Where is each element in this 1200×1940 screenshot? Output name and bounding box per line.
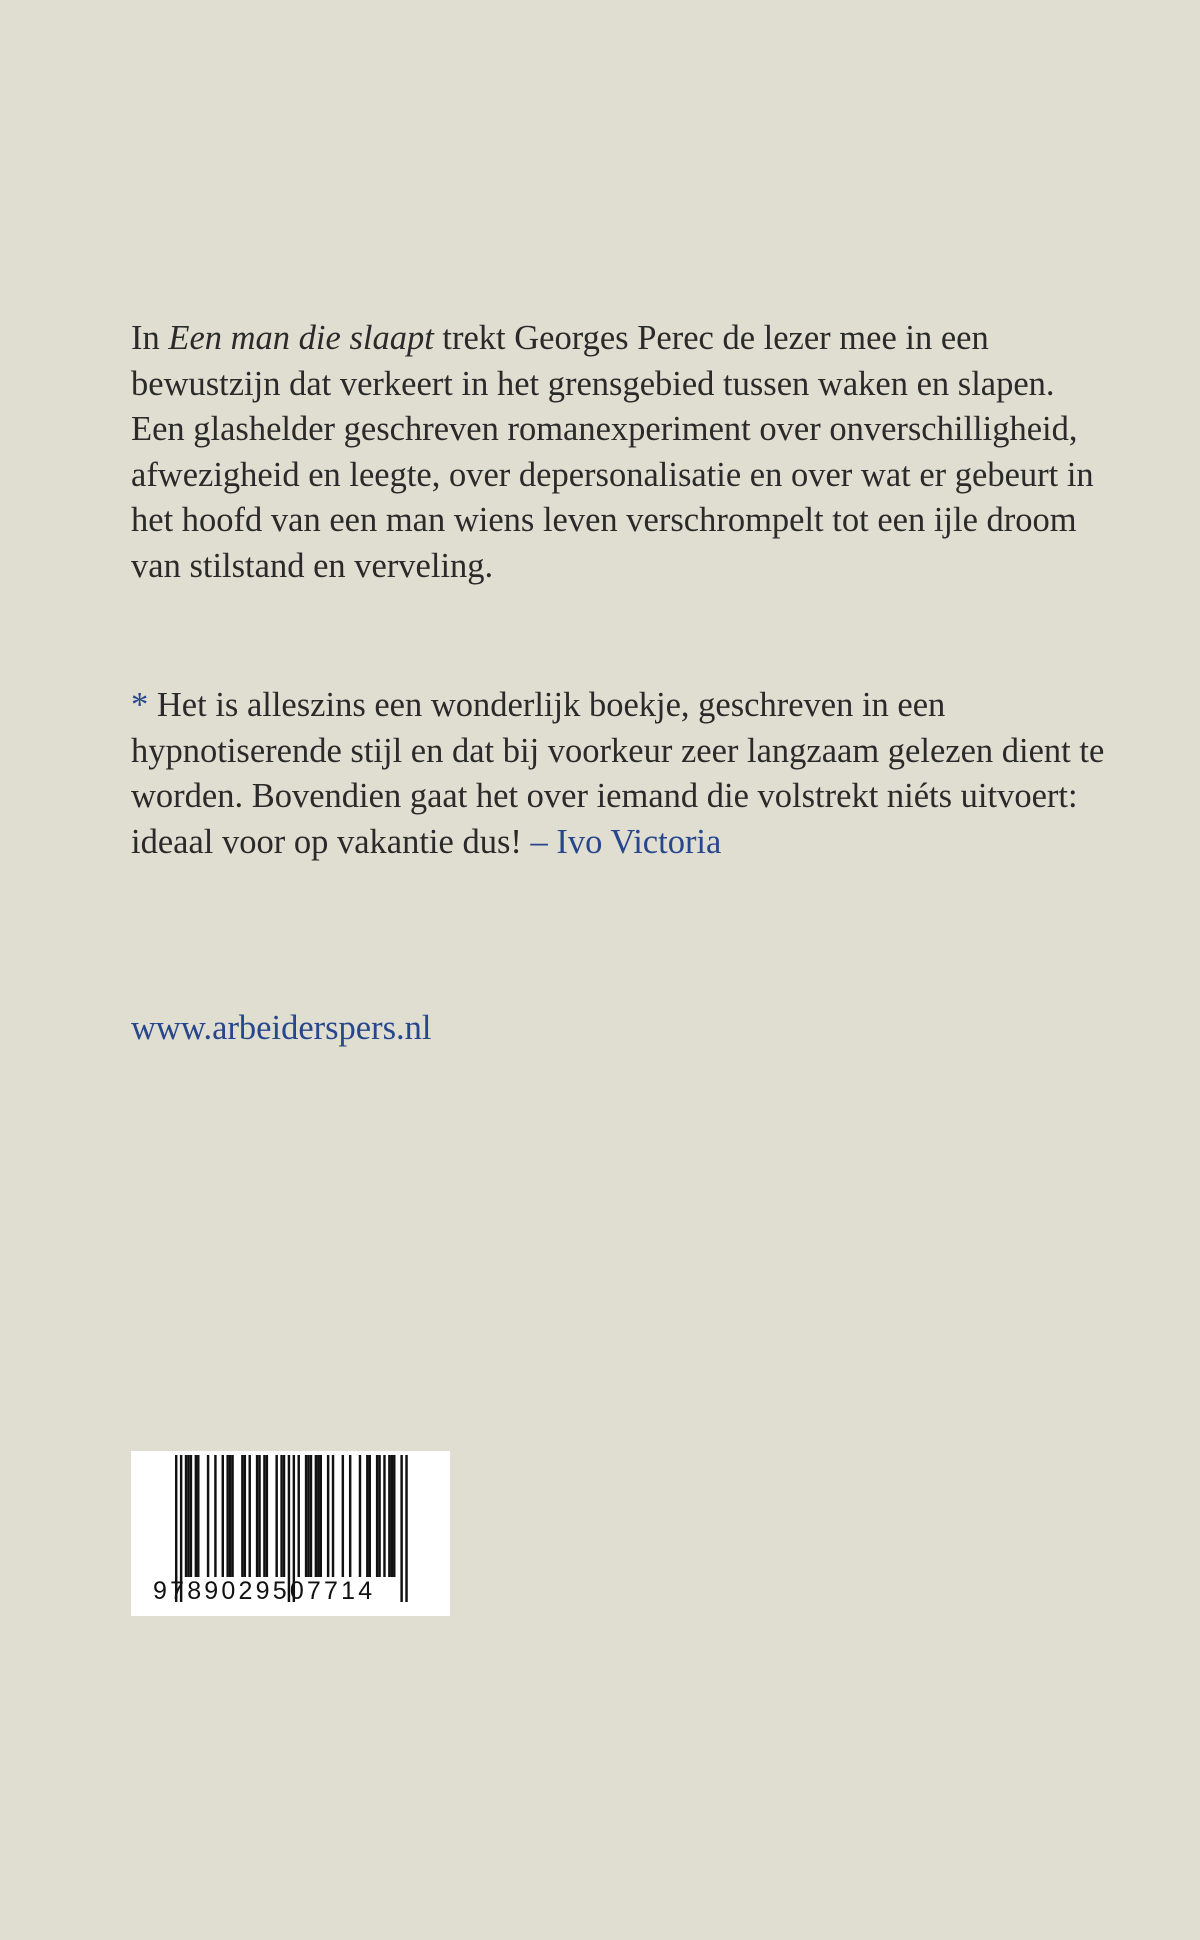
barcode-bar: [266, 1455, 268, 1577]
barcode-bar: [391, 1455, 393, 1577]
barcode-bar: [197, 1455, 199, 1577]
barcode-bar: [256, 1455, 258, 1577]
barcode-bar: [241, 1455, 243, 1577]
book-title-italic: Een man die slaapt: [168, 319, 434, 357]
barcode-bar: [214, 1455, 216, 1577]
barcode-bar: [190, 1455, 192, 1577]
barcode-bar: [342, 1455, 344, 1577]
barcode-bar: [310, 1455, 312, 1577]
barcode-bar: [258, 1455, 260, 1577]
barcode-bar: [369, 1455, 371, 1577]
barcode-bar: [388, 1455, 390, 1577]
barcode-bar: [378, 1455, 380, 1577]
barcode-bar: [280, 1455, 282, 1577]
barcode-bar: [283, 1455, 285, 1577]
barcode-guard-bar: [405, 1455, 407, 1602]
barcode-bar: [332, 1455, 334, 1577]
barcode-bar: [231, 1455, 233, 1577]
barcode-bar: [317, 1455, 319, 1577]
blurb-body: trekt Georges Perec de lezer mee in een bewustzijn dat verkeert in het grensgebied tussen waken en slapen. Een glashelder geschreven romanexperiment over onverschilligheid, afwezigheid en leegte, over depersonalisatie en over wat er gebeurt in het hoofd van een man wiens leven verschrompelt tot een ijle droom van stilstand en verveling.: [131, 319, 1094, 585]
barcode-bar: [305, 1455, 307, 1577]
quote-text: Het is alleszins een wonderlijk boekje, geschreven in een hypnotiserende stijl en dat bij voorkeur zeer langzaam gelezen dient te worden. Bovendien gaat het over iemand die volstrekt niéts uitvoert: ideaal voor op vakantie dus!: [131, 686, 1105, 861]
barcode-bar: [195, 1455, 197, 1577]
barcode-bar: [315, 1455, 317, 1577]
barcode-bar: [307, 1455, 309, 1577]
blurb-prefix: In: [131, 319, 169, 357]
barcode-bar: [366, 1455, 368, 1577]
barcode-bar: [376, 1455, 378, 1577]
barcode-bar: [383, 1455, 385, 1577]
barcode-bar: [275, 1455, 277, 1577]
barcode-bar: [327, 1455, 329, 1577]
barcode-bar: [393, 1455, 395, 1577]
asterisk-marker: *: [131, 686, 149, 724]
barcode-bar: [226, 1455, 228, 1577]
barcode-bar: [349, 1455, 351, 1577]
quote-attribution: – Ivo Victoria: [530, 822, 722, 861]
barcode-bar: [185, 1455, 187, 1577]
barcode-bar: [244, 1455, 246, 1577]
publisher-website-link[interactable]: www.arbeiderspers.nl: [131, 1009, 432, 1047]
barcode-bar: [187, 1455, 189, 1577]
barcode-digits: 9789029507714: [153, 1577, 376, 1605]
barcode-bar: [249, 1455, 251, 1577]
barcode-bar: [320, 1455, 322, 1577]
barcode-bar: [229, 1455, 231, 1577]
barcode-bar: [263, 1455, 265, 1577]
back-cover-blurb: [131, 316, 1111, 589]
barcode-bar: [207, 1455, 209, 1577]
isbn-barcode: [131, 1451, 450, 1616]
barcode-guard-bar: [400, 1455, 402, 1602]
review-quote: [131, 683, 1111, 865]
barcode-bar: [298, 1455, 300, 1577]
barcode-bar: [222, 1455, 224, 1577]
barcode-bar: [359, 1455, 361, 1577]
